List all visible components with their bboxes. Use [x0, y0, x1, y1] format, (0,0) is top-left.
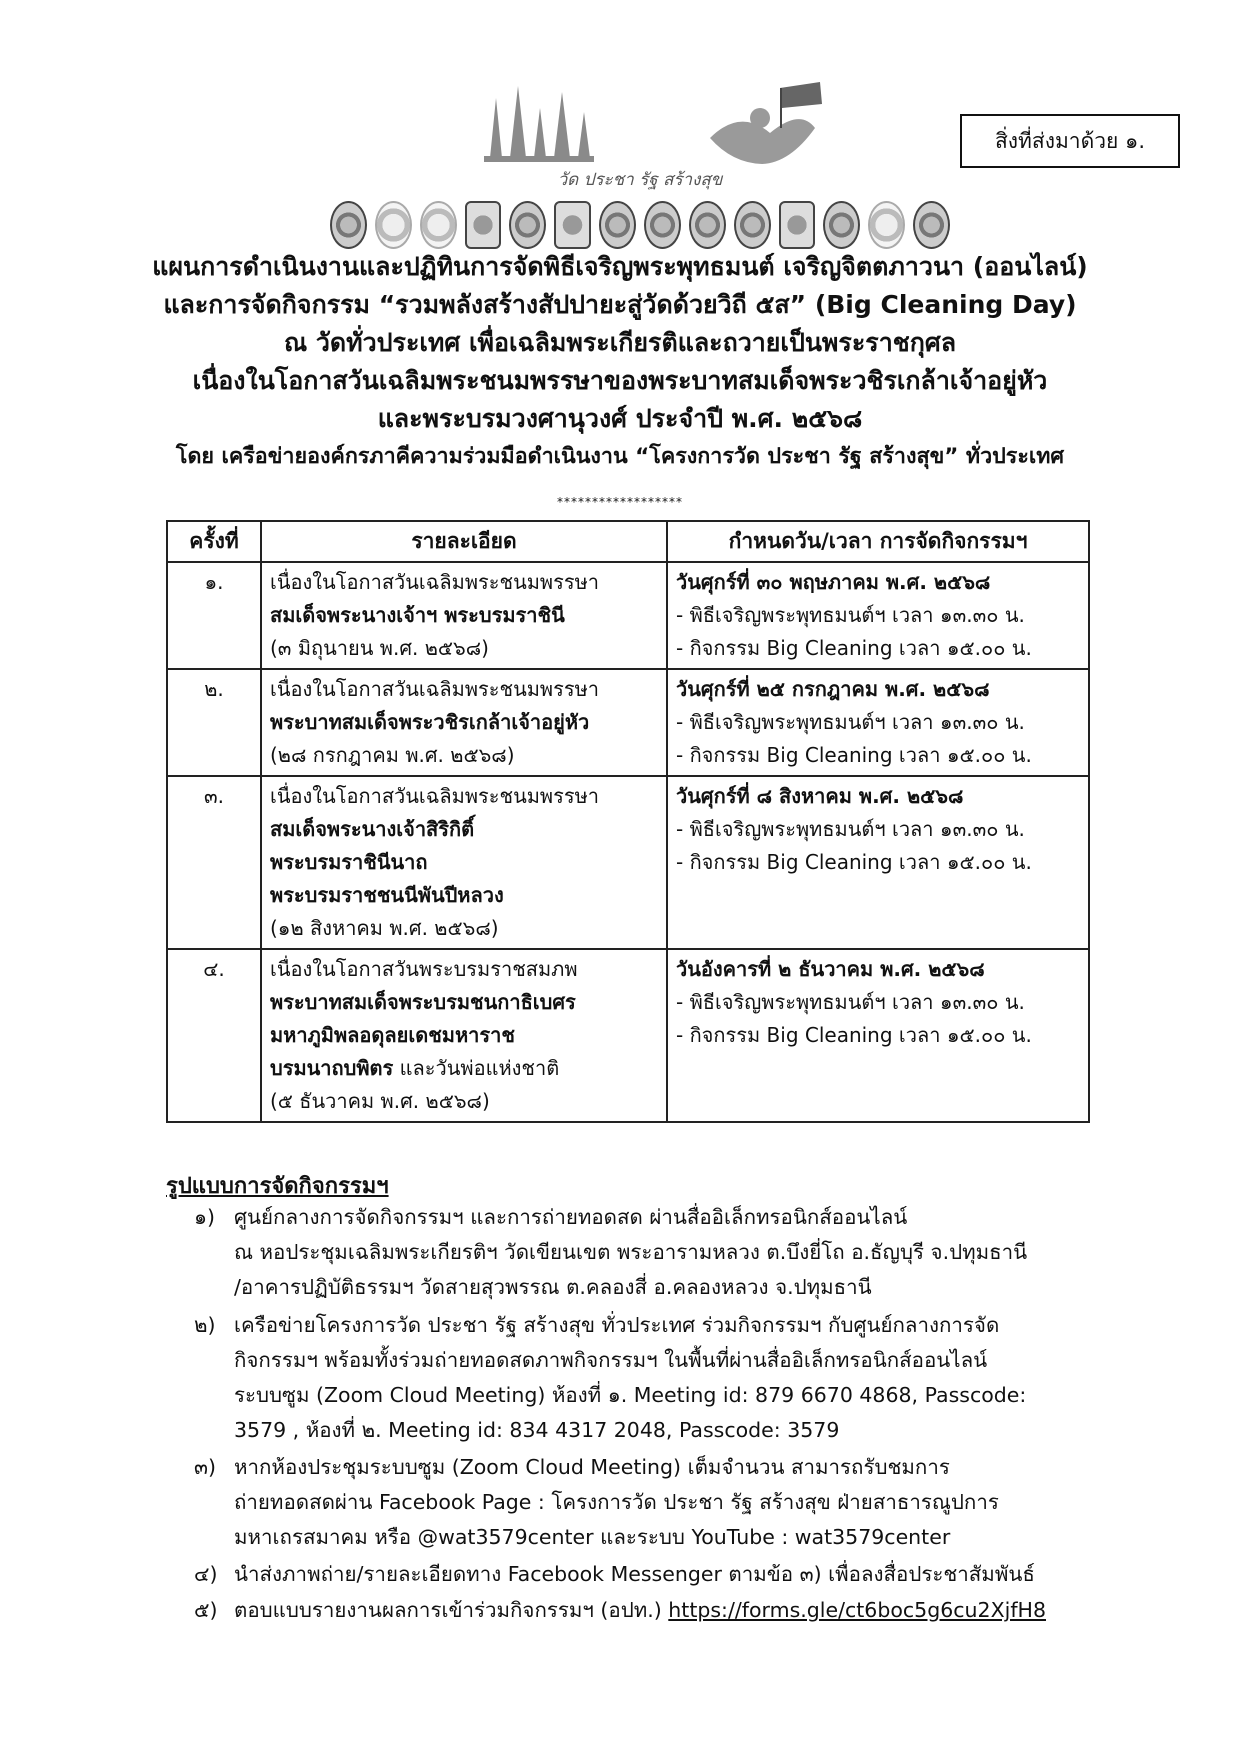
partner-seal-icon [913, 201, 950, 249]
format-item [166, 1557, 1096, 1592]
partner-seal-icon [868, 201, 905, 249]
partner-seal-icon [689, 201, 726, 249]
row-schedule [667, 776, 1089, 949]
format-item-number: ๔) [194, 1562, 218, 1586]
format-item-number: ๓) [194, 1455, 217, 1479]
partner-seal-icon [509, 201, 546, 249]
detail-date: (๓ มิถุนายน พ.ศ. ๒๕๖๘) [270, 636, 489, 660]
row-number: ๔. [167, 949, 261, 1122]
format-item-line: /อาคารปฏิบัติธรรมฯ วัดสายสุวพรรณ ต.คลองสี่ อ.คลองหลวง จ.ปทุมธานี [234, 1275, 872, 1299]
detail-royal-name: สมเด็จพระนางเจ้าฯ พระบรมราชินี [270, 603, 565, 627]
schedule-item: - กิจกรรม Big Cleaning เวลา ๑๕.๐๐ น. [676, 1023, 1032, 1047]
table-header-row [167, 521, 1089, 562]
column-header-schedule: กำหนดวัน/เวลา การจัดกิจกรรมฯ [667, 521, 1089, 562]
schedule-item: - กิจกรรม Big Cleaning เวลา ๑๕.๐๐ น. [676, 850, 1032, 874]
partner-seal-icon [375, 201, 412, 249]
detail-date: (๕ ธันวาคม พ.ศ. ๒๕๖๘) [270, 1089, 490, 1113]
format-item-line: กิจกรรมฯ พร้อมทั้งร่วมถ่ายทอดสดภาพกิจกรรมฯ ในพื้นที่ผ่านสื่ออิเล็กทรอนิกส์ออนไลน์ [234, 1348, 988, 1372]
row-number: ๑. [167, 562, 261, 669]
format-item-text: ตอบแบบรายงานผลการเข้าร่วมกิจกรรมฯ (อปท.) [234, 1598, 669, 1622]
partner-seal-icon [465, 201, 502, 249]
schedule-day: วันศุกร์ที่ ๓๐ พฤษภาคม พ.ศ. ๒๕๖๘ [676, 570, 991, 594]
schedule-table [166, 520, 1090, 1123]
partner-seal-icon [330, 201, 367, 249]
format-item [166, 1200, 1096, 1305]
row-number: ๓. [167, 776, 261, 949]
format-item [166, 1593, 1096, 1628]
detail-royal-name: พระบาทสมเด็จพระวชิรเกล้าเจ้าอยู่หัว [270, 710, 590, 734]
schedule-day: วันศุกร์ที่ ๒๕ กรกฎาคม พ.ศ. ๒๕๖๘ [676, 677, 990, 701]
format-item-number: ๑) [194, 1205, 216, 1229]
schedule-item: - พิธีเจริญพระพุทธมนต์ฯ เวลา ๑๓.๓๐ น. [676, 817, 1025, 841]
column-header-detail: รายละเอียด [261, 521, 667, 562]
format-item [166, 1308, 1096, 1448]
detail-royal-name: พระบรมราชินีนาถ [270, 850, 428, 874]
table-row [167, 949, 1089, 1122]
heading-line: เนื่องในโอกาสวันเฉลิมพระชนมพรรษาของพระบาทสมเด็จพระวชิรเกล้าเจ้าอยู่หัว [192, 366, 1048, 395]
table-row [167, 669, 1089, 776]
detail-royal-name: มหาภูมิพลอดุลยเดชมหาราช [270, 1023, 515, 1047]
format-item-line: ณ หอประชุมเฉลิมพระเกียรติฯ วัดเขียนเขต พระอารามหลวง ต.บึงยี่โถ อ.ธัญบุรี จ.ปทุมธานี [234, 1240, 1028, 1264]
row-schedule [667, 669, 1089, 776]
format-item-line: 3579 , ห้องที่ ๒. Meeting id: 834 4317 2048, Passcode: 3579 [234, 1418, 840, 1442]
detail-royal-name: พระบาทสมเด็จพระบรมชนกาธิเบศร [270, 990, 576, 1014]
column-header-number: ครั้งที่ [167, 521, 261, 562]
format-item [166, 1450, 1096, 1555]
detail-intro: เนื่องในโอกาสวันพระบรมราชสมภพ [270, 957, 578, 981]
table-row [167, 562, 1089, 669]
row-detail [261, 949, 667, 1122]
heading-line: และพระบรมวงศานุวงศ์ ประจำปี พ.ศ. ๒๕๖๘ [377, 404, 863, 433]
heading-line: และการจัดกิจกรรม “รวมพลังสร้างสัปปายะสู่วัดด้วยวิถี ๕ส” (Big Cleaning Day) [163, 290, 1077, 319]
detail-tail: และวันพ่อแห่งชาติ [393, 1056, 560, 1080]
report-form-link[interactable]: https://forms.gle/ct6boc5g6cu2XjfH8 [668, 1598, 1046, 1622]
format-item-line [234, 1593, 1096, 1628]
row-schedule [667, 949, 1089, 1122]
schedule-day: วันอังคารที่ ๒ ธันวาคม พ.ศ. ๒๕๖๘ [676, 957, 985, 981]
format-item-line: ถ่ายทอดสดผ่าน Facebook Page : โครงการวัด ประชา รัฐ สร้างสุข ฝ่ายสาธารณูปการ [234, 1490, 999, 1514]
row-detail [261, 776, 667, 949]
format-item-line: เครือข่ายโครงการวัด ประชา รัฐ สร้างสุข ทั่วประเทศ ร่วมกิจกรรมฯ กับศูนย์กลางการจัด [234, 1313, 1000, 1337]
format-item-number: ๒) [194, 1313, 216, 1337]
schedule-item: - กิจกรรม Big Cleaning เวลา ๑๕.๐๐ น. [676, 743, 1032, 767]
detail-royal-name-line [270, 1052, 658, 1085]
format-item-line: ศูนย์กลางการจัดกิจกรรมฯ และการถ่ายทอดสด ผ่านสื่ออิเล็กทรอนิกส์ออนไลน์ [234, 1205, 908, 1229]
detail-date: (๒๘ กรกฎาคม พ.ศ. ๒๕๖๘) [270, 743, 515, 767]
partner-seal-icon [823, 201, 860, 249]
partner-seal-icon [554, 201, 591, 249]
schedule-item: - พิธีเจริญพระพุทธมนต์ฯ เวลา ๑๓.๓๐ น. [676, 990, 1025, 1014]
partner-logos [330, 200, 950, 250]
detail-intro: เนื่องในโอกาสวันเฉลิมพระชนมพรรษา [270, 784, 600, 808]
partner-seal-icon [420, 201, 457, 249]
format-item-number: ๕) [194, 1598, 218, 1622]
partner-seal-icon [734, 201, 771, 249]
format-item-line: หากห้องประชุมระบบซูม (Zoom Cloud Meeting) เต็มจำนวน สามารถรับชมการ [234, 1455, 950, 1479]
schedule-item: - พิธีเจริญพระพุทธมนต์ฯ เวลา ๑๓.๓๐ น. [676, 603, 1025, 627]
partner-seal-icon [644, 201, 681, 249]
detail-date: (๑๒ สิงหาคม พ.ศ. ๒๕๖๘) [270, 916, 499, 940]
schedule-item: - พิธีเจริญพระพุทธมนต์ฯ เวลา ๑๓.๓๐ น. [676, 710, 1025, 734]
schedule-item: - กิจกรรม Big Cleaning เวลา ๑๕.๐๐ น. [676, 636, 1032, 660]
detail-royal-name: พระบรมราชชนนีพันปีหลวง [270, 883, 504, 907]
detail-royal-name: สมเด็จพระนางเจ้าสิริกิติ์ [270, 817, 475, 841]
document-heading [120, 248, 1120, 476]
detail-royal-name: บรมนาถบพิตร [270, 1056, 394, 1080]
format-item-line: มหาเถรสมาคม หรือ @wat3579center และระบบ YouTube : wat3579center [234, 1525, 951, 1549]
schedule-day: วันศุกร์ที่ ๘ สิงหาคม พ.ศ. ๒๕๖๘ [676, 784, 964, 808]
format-item-line: ระบบซูม (Zoom Cloud Meeting) ห้องที่ ๑. Meeting id: 879 6670 4868, Passcode: [234, 1383, 1027, 1407]
detail-intro: เนื่องในโอกาสวันเฉลิมพระชนมพรรษา [270, 570, 600, 594]
partner-seal-icon [599, 201, 636, 249]
row-schedule [667, 562, 1089, 669]
partner-seal-icon [779, 201, 816, 249]
heading-line: แผนการดำเนินงานและปฏิทินการจัดพิธีเจริญพระพุทธมนต์ เจริญจิตตภาวนา (ออนไลน์) [152, 252, 1088, 281]
row-number: ๒. [167, 669, 261, 776]
logo-caption: วัด ประชา รัฐ สร้างสุข [557, 170, 723, 190]
table-row [167, 776, 1089, 949]
format-item-line: นำส่งภาพถ่าย/รายละเอียดทาง Facebook Messenger ตามข้อ ๓) เพื่อลงสื่อประชาสัมพันธ์ [234, 1562, 1035, 1586]
row-detail [261, 562, 667, 669]
row-detail [261, 669, 667, 776]
attachment-label: สิ่งที่ส่งมาด้วย ๑. [960, 114, 1180, 168]
detail-intro: เนื่องในโอกาสวันเฉลิมพระชนมพรรษา [270, 677, 600, 701]
format-section-title: รูปแบบการจัดกิจกรรมฯ [166, 1174, 389, 1199]
heading-line: ณ วัดทั่วประเทศ เพื่อเฉลิมพระเกียรติและถวายเป็นพระราชกุศล [283, 328, 957, 357]
heading-line: โดย เครือข่ายองค์กรภาคีความร่วมมือดำเนินงาน “โครงการวัด ประชา รัฐ สร้างสุข” ทั่วประเทศ [175, 444, 1065, 469]
separator-stars: ****************** [557, 495, 683, 509]
